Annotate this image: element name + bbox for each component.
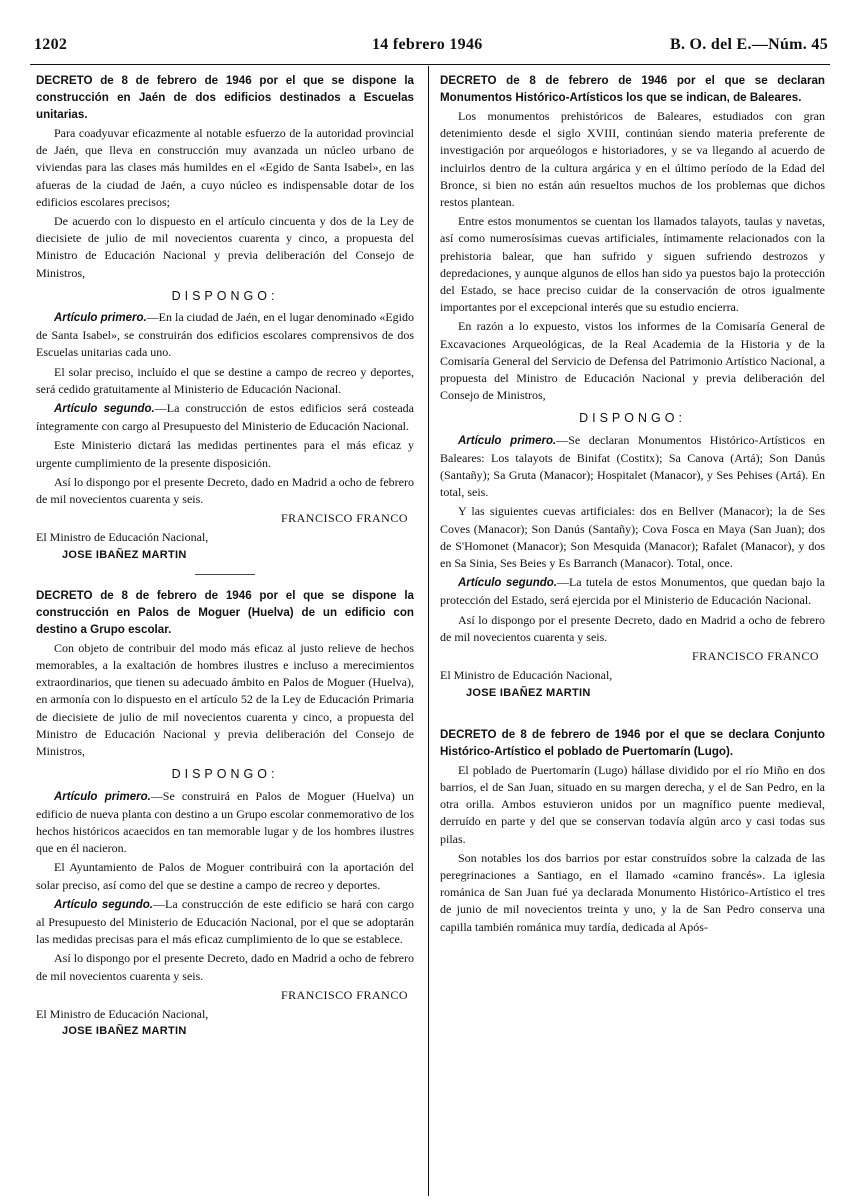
article-label: Artículo primero. (54, 312, 147, 325)
article-paragraph (440, 574, 825, 609)
paragraph: Y las siguientes cuevas artificiales: dos en Bellver (Manacor); la de Ses Coves (Manacor); Son Danús (Santañy); Cova Fosca en Maya (San Juan); dos de S'Homonet (Manacor); Son Mesquida (Manacor); Rafalet (Manacor), y dos en Sa Sinia, Ses Beies y Es Barranch (Manacor). Total, once. (440, 504, 825, 571)
publication-title: B. O. del E.—Núm. 45 (669, 36, 828, 53)
paragraph: De acuerdo con lo dispuesto en el artículo cincuenta y dos de la Ley de diecisiete de julio de mil novecientos cuarenta y cinco, a propuesta del Ministro de Educación Nacional y previa deliberación del Consejo de Ministros, (36, 214, 414, 280)
article-paragraph (440, 432, 825, 502)
paragraph: Con objeto de contribuir del modo más eficaz al justo relieve de hechos memorables, a la exaltación de hombres ilustres e incluso a merecimientos extraordinarios, que tienen su adecuado ámbito en Palos de Moguer (Huelva), en armonía con lo dispuesto en el artículo 52 de la Ley de Educación Primaria de diecisiete de julio de mil novecientos cuarenta y cinco, a propuesta del Ministro de Educación Nacional y previa deliberación del Consejo de Ministros, (36, 640, 414, 759)
decreto-heading: DECRETO de 8 de febrero de 1946 por el que se declara Conjunto Histórico-Artístico el poblado de Puertomarín (Lugo). (440, 727, 825, 758)
paragraph: El solar preciso, incluído el que se destine a campo de recreo y deportes, será cedido gratuitamente al Ministerio de Educación Nacional. (36, 364, 414, 396)
right-column (440, 72, 825, 936)
minister-name: JOSE IBAÑEZ MARTIN (62, 1025, 187, 1038)
signature: FRANCISCO FRANCO (691, 649, 819, 664)
article-paragraph (36, 400, 414, 435)
paragraph: Los monumentos prehistóricos de Baleares, estudiados con gran detenimiento desde el siglo XVIII, continúan siendo materia preferente de investigación por arqueólogos e historiadores, y se va llegando al acuerdo de incluirlos dentro de la cultura argárica y en el último período de la Edad del Bronce, si bien no están aún resueltos muchos de los problemas que dichos restos plantean. (440, 109, 825, 210)
decreto-jaen (36, 72, 414, 564)
article-label: Artículo primero. (54, 790, 151, 803)
paragraph: Este Ministerio dictará las medidas pertinentes para el más eficaz y urgente cumplimiento de la presente disposición. (36, 438, 414, 470)
paragraph: El Ayuntamiento de Palos de Moguer contribuirá con la aportación del solar preciso, así como del que se destine a campo de recreo y deportes. (36, 860, 414, 892)
page-number: 1202 (34, 36, 68, 53)
article-label: Artículo segundo. (54, 898, 153, 911)
issue-date: 14 febrero 1946 (372, 36, 483, 53)
article-label: Artículo segundo. (458, 577, 557, 590)
decreto-heading: DECRETO de 8 de febrero de 1946 por el que se dispone la construcción en Jaén de dos edificios destinados a Escuelas unitarias. (36, 74, 414, 121)
minister-name: JOSE IBAÑEZ MARTIN (466, 686, 591, 699)
section-gap (440, 702, 825, 726)
article-text: —En la ciudad de Jaén, en el lugar denominado «Egido de Santa Isabel», se construirán dos edificios escolares comprensivos de dos Escuelas unitarias cada uno. (36, 310, 414, 360)
paragraph: En razón a lo expuesto, vistos los informes de la Comisaría General de Excavaciones Arqueológicas, de la Real Academia de la Historia y de la Comisaría General del Servicio de Defensa del Patrimonio Artístico Nacional, a propuesta del Ministro de Educación Nacional y previa deliberación del Consejo de Ministros, (440, 319, 825, 403)
dispongo-heading: DISPONGO: (579, 411, 686, 426)
decreto-heading: DECRETO de 8 de febrero de 1946 por el que se dispone la construcción en Palos de Moguer (Huelva) de un edificio con destino a Grupo escolar. (36, 588, 414, 636)
minister-block (440, 667, 825, 701)
minister-name: JOSE IBAÑEZ MARTIN (62, 548, 187, 561)
paragraph: Entre estos monumentos se cuentan los llamados talayots, taulas y navetas, así como numerosísimas cuevas artificiales, íntimamente relacionados con la prehistoria balear, que han sufrido y siguen sufriendo destrozos y depredaciones, y aunque algunos de ellos han sido ya puestos bajo la protección del Estado, se hace preciso cuidar de la conservación de otros igualmente importantes por el excepcional interés que su estudio encierra. (440, 214, 825, 315)
article-text: —La construcción de estos edificios será costeada íntegramente con cargo al Presupuesto del Ministerio de Educación Nacional. (36, 401, 414, 434)
left-column (36, 72, 414, 1040)
paragraph: Son notables los dos barrios por estar construídos sobre la calzada de las peregrinaciones a Santiago, en el llamado «camino francés». La iglesia románica de San Juan fué ya declarada Monumento Histórico-Artístico el tres de junio de mil novecientos treinta y uno, y la de San Pedro conserva una capilla también románica muy tardía, dedicada al Após- (440, 850, 825, 934)
article-label: Artículo primero. (458, 434, 557, 447)
decreto-puertomarin (440, 726, 825, 936)
article-paragraph (36, 896, 414, 949)
minister-title: El Ministro de Educación Nacional, (36, 1006, 209, 1021)
column-divider (428, 66, 429, 1196)
article-paragraph (36, 309, 414, 362)
paragraph: Así lo dispongo por el presente Decreto, dado en Madrid a ocho de febrero de mil novecientos cuarenta y seis. (36, 951, 414, 983)
article-text: —La tutela de estos Monumentos, que quedan bajo la protección del Estado, será ejercida por el Ministerio de Educación Nacional. (440, 575, 825, 608)
paragraph: El poblado de Puertomarín (Lugo) hállase dividido por el río Miño en dos barrios, el de San Juan, situado en su margen derecha, y el de San Pedro, en la otra orilla. Ambos estuvieron unidos por un magnífico puente medieval, derruído en parte y del que se conservan todavía algún arco y casi todas sus pilas. (440, 762, 825, 846)
minister-title: El Ministro de Educación Nacional, (36, 530, 209, 545)
section-separator (195, 574, 255, 575)
paragraph: Así lo dispongo por el presente Decreto, dado en Madrid a ocho de febrero de mil novecientos cuarenta y seis. (440, 612, 825, 644)
minister-block (36, 529, 414, 563)
minister-title: El Ministro de Educación Nacional, (440, 668, 613, 683)
article-text: —Se declaran Monumentos Histórico-Artísticos en Baleares: Los talayots de Binifat (Costitx); Sa Canova (Artá); Son Danús (Santañy); Sa Gruta (Manacor); Hospitalet (Manacor), y Ses Pehises (Artá). En total, seis. (440, 432, 825, 500)
decreto-palos-de-moguer (36, 587, 414, 1040)
article-text: —La construcción de este edificio se hará con cargo al Presupuesto del Ministerio de Educación Nacional, por el que se adoptarán las medidas precisas para el más eficaz cumplimiento de lo que se establece. (36, 896, 414, 947)
signature: FRANCISCO FRANCO (280, 987, 408, 1002)
paragraph: Así lo dispongo por el presente Decreto, dado en Madrid a ocho de febrero de mil novecientos cuarenta y seis. (36, 474, 414, 507)
dispongo-heading: DISPONGO: (171, 288, 279, 303)
minister-block (36, 1006, 414, 1040)
dispongo-heading: DISPONGO: (171, 767, 279, 782)
paragraph: Para coadyuvar eficazmente al notable esfuerzo de la autoridad provincial de Jaén, que lleva en construcción muy avanzada un núcleo urbano de viviendas para las clases más humildes en el «Egido de Santa Isabel», en las afueras de la ciudad de Jaén, a cuyo núcleo es indispensable dotar de los edificios escolares precisos; (36, 126, 414, 209)
article-label: Artículo segundo. (54, 403, 155, 416)
decreto-heading: DECRETO de 8 de febrero de 1946 por el que se declaran Monumentos Histórico-Artísticos los que se indican, de Baleares. (440, 74, 825, 104)
signature: FRANCISCO FRANCO (280, 511, 408, 526)
page-header (34, 36, 828, 58)
article-text: —Se construirá en Palos de Moguer (Huelva) un edificio de nueva planta con destino a un Grupo escolar conmemorativo de los hechos históricos acaecidos en tan memorable lugar y de los hombres ilustres que en él nacieron. (36, 788, 415, 856)
article-paragraph (36, 788, 414, 858)
header-rule (30, 64, 830, 65)
decreto-baleares (440, 72, 825, 702)
